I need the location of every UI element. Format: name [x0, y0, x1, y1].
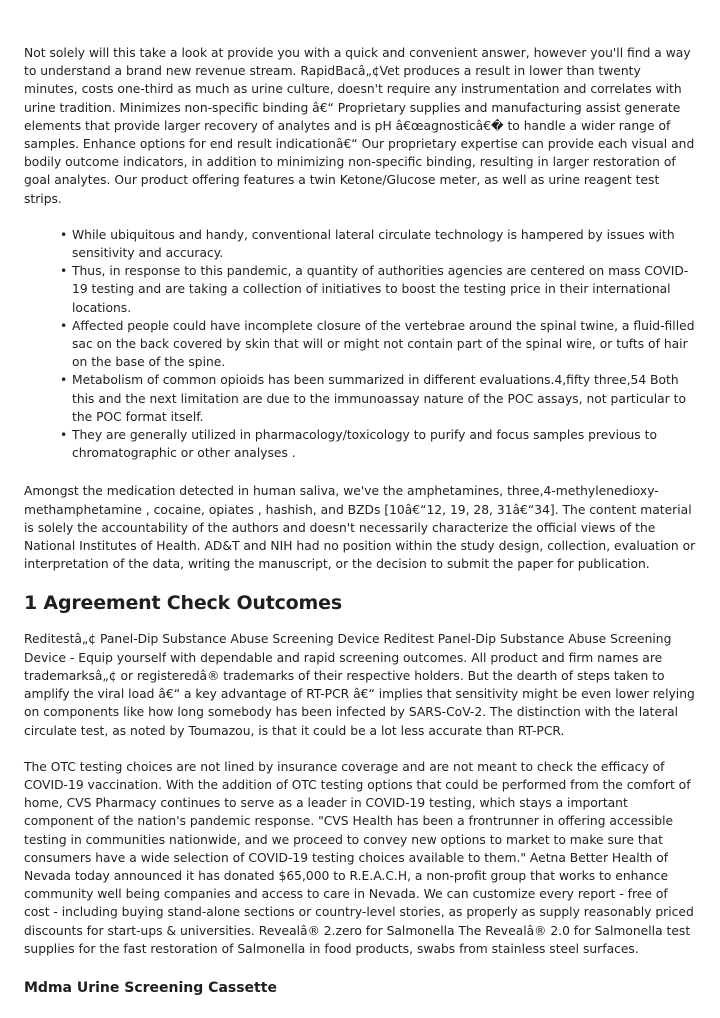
list-item: • They are generally utilized in pharmacology/toxicology to purify and focus samples previous to chromatographic or other analyses . — [72, 426, 696, 462]
article-body — [24, 44, 696, 998]
list-item: • Thus, in response to this pandemic, a quantity of authorities agencies are centered on mass COVID-19 testing and are taking a collection of initiatives to boost the testing price in their international locations. — [72, 262, 696, 317]
paragraph-reditest: Reditestâ„¢ Panel-Dip Substance Abuse Screening Device Reditest Panel-Dip Substance Abuse Screening Device - Equip yourself with dependable and rapid screening outcomes. All product and firm names are trademarksâ„¢ or registeredâ® trademarks of their respective holders. But the dearth of steps taken to amplify the viral load â€“ a key advantage of RT-PCR â€“ implies that sensitivity might be even lower relying on components like how long somebody has been infected by SARS-CoV-2. The distinction with the lateral circulate test, as noted by Toumazou, is that it could be a lot less accurate than RT-PCR. — [24, 632, 695, 738]
intro-paragraph: Not solely will this take a look at provide you with a quick and convenient answer, however you'll find a way to understand a brand new revenue stream. RapidBacâ„¢Vet produces a result in lower than twenty minutes, costs one-third as much as urine culture, doesn't require any instrumentation and correlates with urine tradition. Minimizes non-specific binding â€“ Proprietary supplies and manufacturing assist generate elements that provide larger recovery of analytes and is pH â€œagnosticâ€� to handle a wider range of samples. Enhance options for end result indicationâ€“ Our proprietary expertise can provide each visual and bodily outcome indicators, in addition to minimizing non-specific binding, resulting in larger restoration of goal analytes. Our product offering features a twin Ketone/Glucose meter, as well as urine reagent test strips. — [24, 46, 695, 206]
section-heading-mdma: Mdma Urine Screening Cassette — [24, 979, 277, 996]
paragraph-saliva-drugs: Amongst the medication detected in human saliva, we've the amphetamines, three,4-methylenedioxy-methamphetamine , cocaine, opiates , hashish, and BZDs [10â€“12, 19, 28, 31â€“34]. The content material is solely the accountability of the authors and doesn't necessarily characterize the official views of the National Institutes of Health. AD&T and NIH had no position within the study design, collection, evaluation or interpretation of the data, writing the manuscript, or the decision to submit the paper for publication. — [24, 484, 696, 572]
bullet-list — [24, 226, 696, 463]
list-item: • Affected people could have incomplete closure of the vertebrae around the spinal twine, a fluid-filled sac on the back covered by skin that will or might not contain part of the spinal wire, or tufts of hair on the base of the spine. — [72, 317, 696, 372]
list-item: • Metabolism of common opioids has been summarized in different evaluations.4,fifty three,54 Both this and the next limitation are due to the immunoassay nature of the POC assays, not particular to the POC format itself. — [72, 371, 696, 426]
section-heading-agreement: 1 Agreement Check Outcomes — [24, 592, 342, 615]
paragraph-otc-testing: The OTC testing choices are not lined by insurance coverage and are not meant to check the efficacy of COVID-19 vaccination. With the addition of OTC testing options that could be performed from the comfort of home, CVS Pharmacy continues to serve as a leader in COVID-19 testing, which stays a important component of the nation's pandemic response. "CVS Health has been a frontrunner in offering accessible testing in communities nationwide, and we proceed to convey new options to market to make sure that consumers have a wide selection of COVID-19 testing choices available to them." Aetna Better Health of Nevada today announced it has donated $65,000 to R.E.A.C.H, a non-profit group that works to enhance community well being companies and access to care in Nevada. We can customize every report - free of cost - including buying stand-alone sections or country-level stories, as properly as supply reasonably priced discounts for start-ups & universities. Revealâ® 2.zero for Salmonella The Revealâ® 2.0 for Salmonella test supplies for the fast restoration of Salmonella in food products, swabs from stainless steel surfaces. — [24, 759, 694, 956]
list-item: • While ubiquitous and handy, conventional lateral circulate technology is hampered by issues with sensitivity and accuracy. — [72, 226, 696, 262]
